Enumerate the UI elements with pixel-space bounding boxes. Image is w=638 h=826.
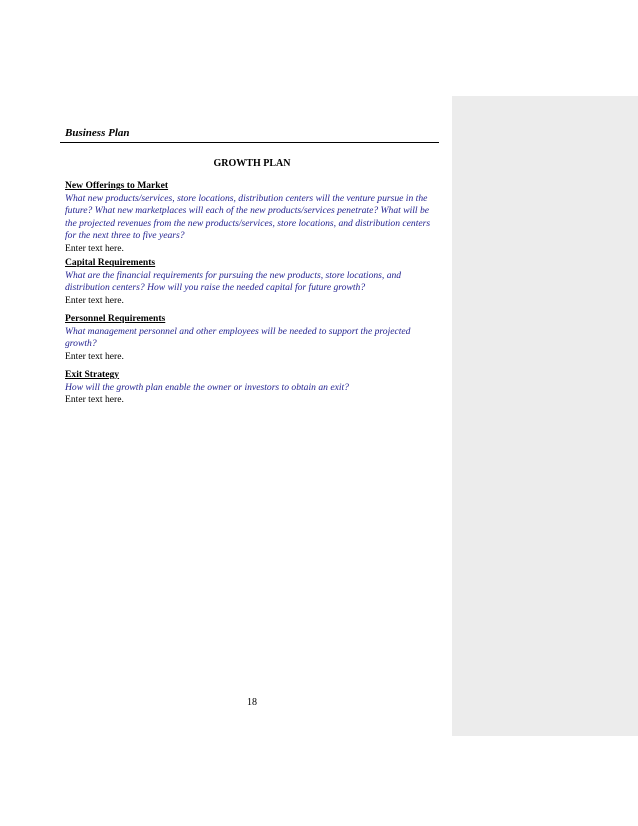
section-prompt [65, 270, 445, 295]
section-prompt [65, 382, 445, 395]
comment-pane [452, 96, 638, 736]
prompt-line: How will the growth plan enable the owner or investors to obtain an exit? [65, 381, 349, 393]
prompt-line: What management personnel and other employees will be needed to support the projected [65, 325, 411, 337]
section-personnel-requirements [65, 313, 445, 363]
section-prompt [65, 326, 445, 351]
prompt-line: future? What new marketplaces will each of the new products/services penetrate? What will be [65, 205, 430, 216]
prompt-line: distribution centers? How will you raise the needed capital for future growth? [65, 282, 366, 293]
section-capital-requirements [65, 257, 445, 307]
document-title: GROWTH PLAN [213, 158, 291, 169]
section-new-offerings [65, 180, 445, 255]
prompt-line: for the next three to five years? [65, 230, 185, 241]
section-heading: Exit Strategy [65, 369, 120, 380]
prompt-line: the projected revenues from the new products/services, store locations, and distribution centers [65, 217, 431, 229]
text-entry-field[interactable]: Enter text here. [65, 242, 124, 254]
text-entry-field[interactable]: Enter text here. [65, 294, 124, 306]
header-title: Business Plan [65, 127, 130, 139]
section-prompt [65, 193, 445, 243]
section-heading: New Offerings to Market [65, 180, 169, 191]
section-heading: Personnel Requirements [65, 313, 166, 324]
text-entry-field[interactable]: Enter text here. [65, 394, 124, 405]
prompt-line: growth? [65, 338, 97, 349]
header-divider [60, 142, 439, 143]
prompt-line: What are the financial requirements for pursuing the new products, store locations, and [65, 269, 402, 281]
prompt-line: What new products/services, store locations, distribution centers will the venture pursue in the [65, 192, 428, 204]
section-heading: Capital Requirements [65, 257, 156, 268]
page-number: 18 [247, 697, 257, 708]
text-entry-field[interactable]: Enter text here. [65, 350, 124, 362]
section-exit-strategy [65, 369, 445, 407]
